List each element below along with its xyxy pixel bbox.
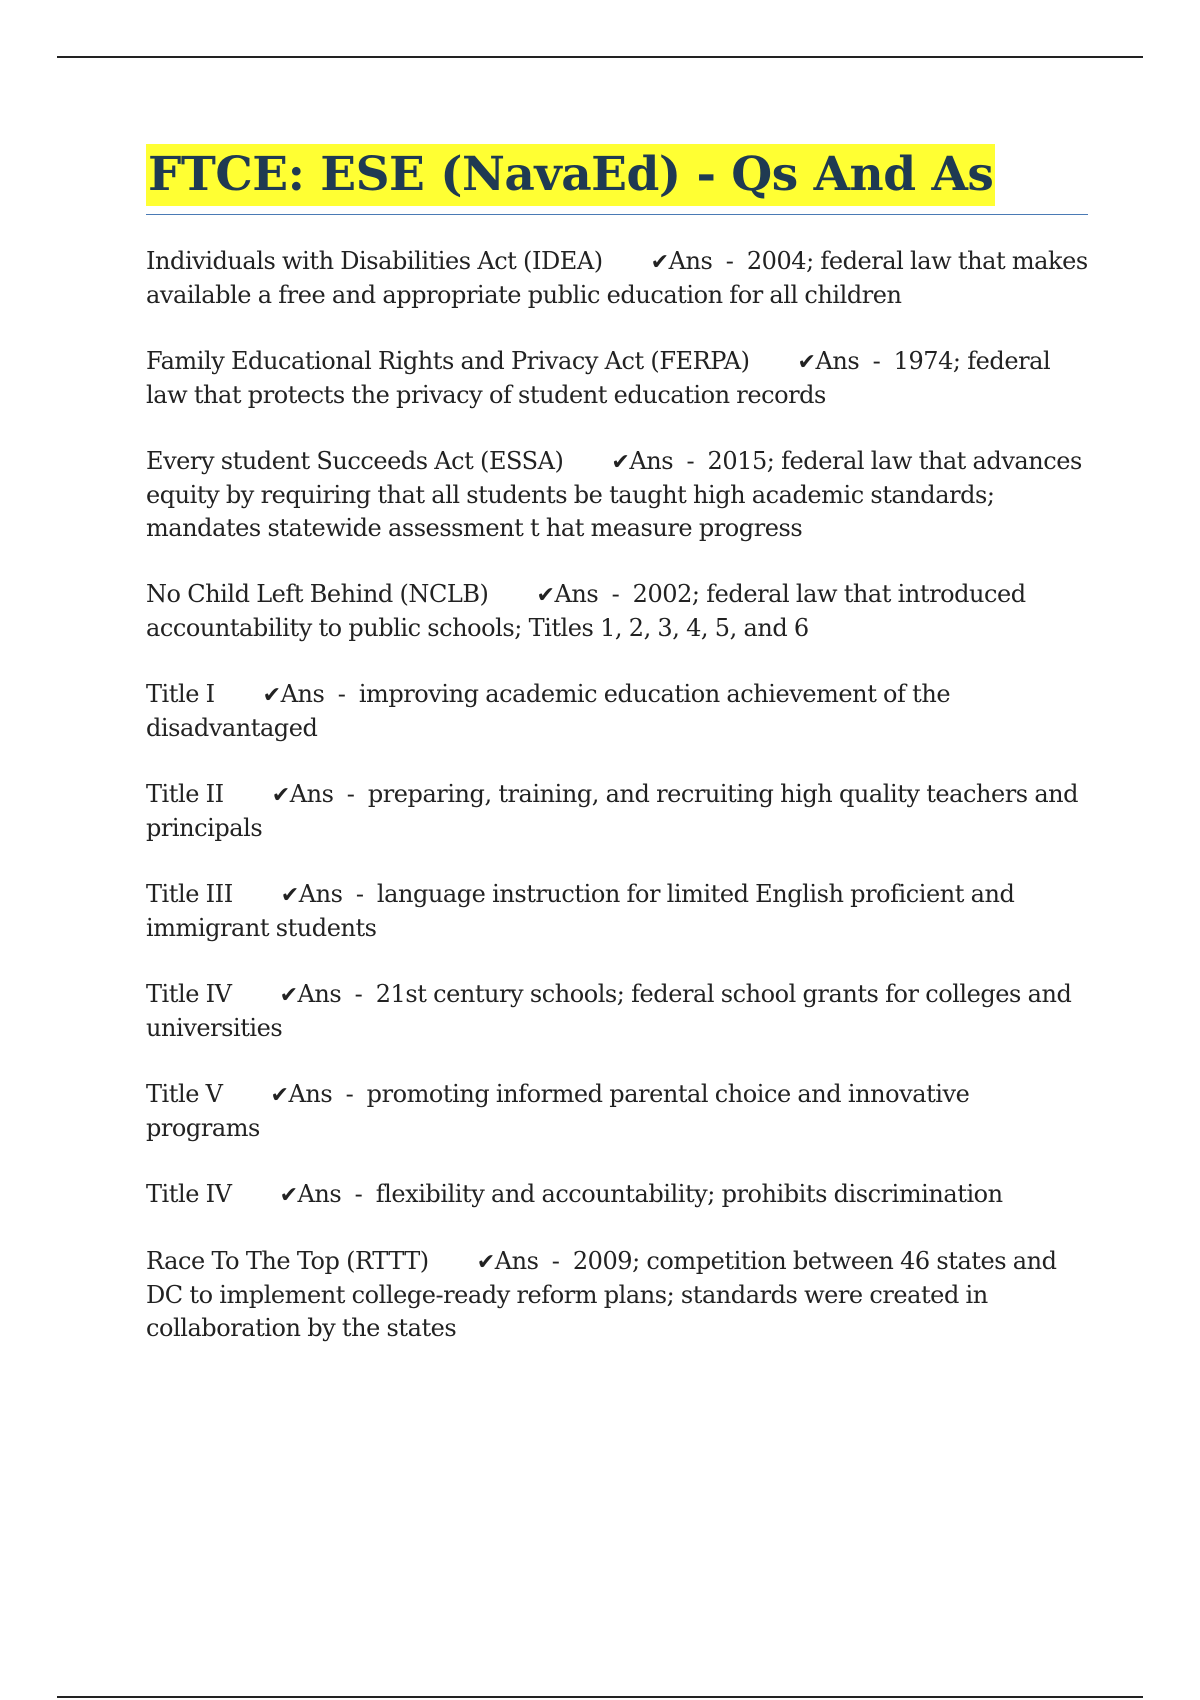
qa-item [146,245,1088,312]
answer-separator: - [673,447,708,475]
qa-item [146,445,1088,545]
check-icon: ✔ [476,1250,495,1275]
document-body [146,144,1088,1378]
answer-separator: - [341,1180,376,1208]
check-icon: ✔ [797,350,816,375]
answer-text: 21st century schools; federal school grants for colleges and universities [146,980,1072,1042]
qa-list [146,245,1088,1345]
answer-label: Ans [297,1180,342,1208]
question-text: Every student Succeeds Act (ESSA) [146,447,564,475]
answer-text: 1974; federal law that protects the privacy of student education records [146,347,1051,409]
answer-text: language instruction for limited English proficient and immigrant students [146,880,1015,942]
question-text: Title IV [146,1180,232,1208]
check-icon: ✔ [262,683,281,708]
answer-text: 2004; federal law that makes available a free and appropriate public education for all children [146,247,1088,309]
qa-item [146,778,1088,845]
answer-label: Ans [289,780,334,808]
check-icon: ✔ [280,883,299,908]
question-text: Title II [146,780,224,808]
answer-text: 2002; federal law that introduced accountability to public schools; Titles 1, 2, 3, 4, 5, and 6 [146,580,1026,642]
answer-text: flexibility and accountability; prohibits discrimination [375,1180,1003,1208]
answer-label: Ans [280,680,325,708]
qa-item [146,578,1088,645]
footer-rule [57,1696,1143,1698]
answer-text: preparing, training, and recruiting high quality teachers and principals [146,780,1079,842]
header-rule [57,56,1143,58]
answer-marker [272,780,334,808]
qa-item [146,678,1088,745]
answer-label: Ans [629,447,674,475]
answer-marker [651,247,713,275]
answer-marker [271,1080,333,1108]
question-text: Title V [146,1080,223,1108]
answer-marker [281,880,343,908]
answer-separator: - [598,580,633,608]
answer-label: Ans [297,980,342,1008]
answer-text: 2015; federal law that advances equity by requiring that all students be taught high academic standards; mandates statewide assessment t hat measure progress [146,447,1082,542]
answer-separator: - [342,880,377,908]
question-text: Title I [146,680,215,708]
answer-marker [477,1247,539,1275]
answer-label: Ans [288,1080,333,1108]
answer-separator: - [859,347,894,375]
check-icon: ✔ [536,583,555,608]
qa-item [146,1178,1088,1212]
answer-label: Ans [298,880,343,908]
answer-separator: - [332,1080,367,1108]
title-block [146,144,1088,215]
check-icon: ✔ [271,783,290,808]
answer-label: Ans [554,580,599,608]
answer-text: improving academic education achievement of the disadvantaged [146,680,951,742]
question-text: No Child Left Behind (NCLB) [146,580,489,608]
page-title: FTCE: ESE (NavaEd) - Qs And As [146,144,995,206]
qa-item [146,345,1088,412]
answer-separator: - [333,780,368,808]
check-icon: ✔ [270,1083,289,1108]
answer-marker [263,680,325,708]
answer-marker [536,580,598,608]
answer-marker [280,980,342,1008]
check-icon: ✔ [611,450,630,475]
qa-item [146,1245,1088,1345]
answer-marker [611,447,673,475]
answer-separator: - [341,980,376,1008]
answer-separator: - [538,1247,573,1275]
answer-marker [280,1180,342,1208]
qa-item [146,1078,1088,1145]
answer-marker [798,347,860,375]
answer-label: Ans [668,247,713,275]
check-icon: ✔ [650,250,669,275]
question-text: Title III [146,880,233,908]
question-text: Family Educational Rights and Privacy Act (FERPA) [146,347,750,375]
question-text: Individuals with Disabilities Act (IDEA) [146,247,603,275]
question-text: Title IV [146,980,232,1008]
answer-text: 2009; competition between 46 states and DC to implement college-ready reform plans; standards were created in collaboration by the states [146,1247,1057,1342]
answer-label: Ans [815,347,860,375]
qa-item [146,878,1088,945]
check-icon: ✔ [279,1183,298,1208]
answer-separator: - [712,247,747,275]
qa-item [146,978,1088,1045]
answer-text: promoting informed parental choice and innovative programs [146,1080,970,1142]
answer-label: Ans [494,1247,539,1275]
question-text: Race To The Top (RTTT) [146,1247,429,1275]
answer-separator: - [324,680,359,708]
check-icon: ✔ [279,983,298,1008]
